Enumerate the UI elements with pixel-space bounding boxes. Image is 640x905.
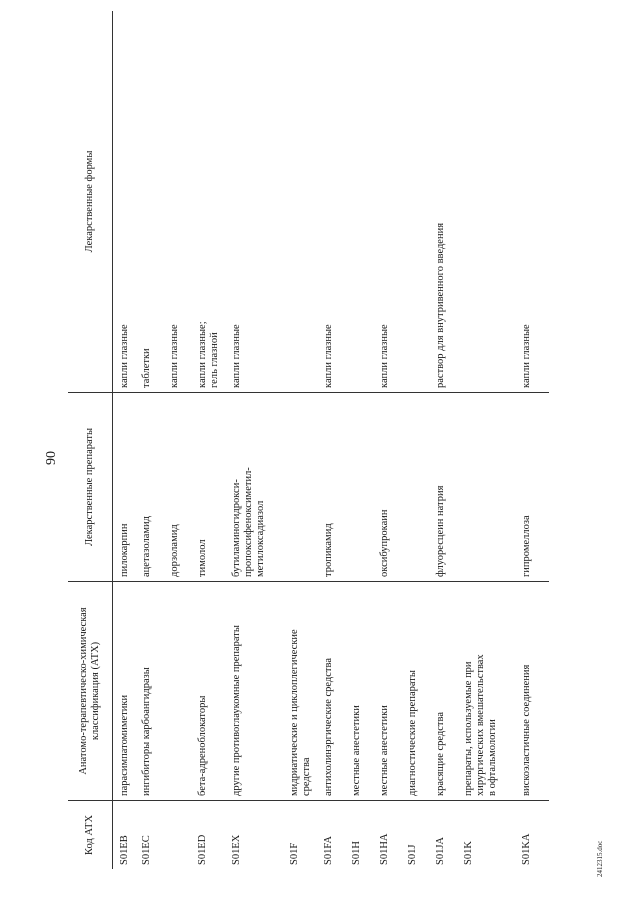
cell-form: капли глазные bbox=[231, 324, 242, 388]
cell-drug: ацетазоламид bbox=[141, 393, 169, 582]
cell-atc: диагностические препараты bbox=[407, 582, 435, 801]
cell-drug: дорзоламид bbox=[169, 393, 197, 582]
cell-atc: красящие средства bbox=[435, 582, 463, 801]
cell-atc: вискоэластичные соединения bbox=[521, 582, 549, 801]
table-row bbox=[435, 11, 463, 869]
cell-form: капли глазные bbox=[379, 324, 390, 388]
table-row bbox=[379, 11, 407, 869]
cell-code: S01FA bbox=[323, 801, 351, 870]
header-code: Код АТХ bbox=[68, 801, 113, 870]
cell-drug: тропикамид bbox=[323, 393, 351, 582]
table-row bbox=[197, 11, 231, 869]
cell-code: S01EX bbox=[231, 801, 289, 870]
header-forms: Лекарственные формы bbox=[68, 11, 113, 393]
header-drugs: Лекарственные препараты bbox=[68, 393, 113, 582]
header-atc: Анатомо-терапевтическо-химическая классификация (АТХ) bbox=[68, 582, 113, 801]
atc-table bbox=[68, 11, 549, 869]
cell-code: S01K bbox=[463, 801, 521, 870]
table-row bbox=[169, 11, 197, 869]
cell-drug: оксибупрокаин bbox=[379, 393, 407, 582]
cell-atc: ингибиторы карбоангидразы bbox=[141, 582, 169, 801]
cell-code: S01F bbox=[289, 801, 323, 870]
cell-form: таблетки bbox=[141, 348, 152, 388]
cell-code: S01J bbox=[407, 801, 435, 870]
table-header-row bbox=[68, 11, 113, 869]
cell-drug bbox=[289, 393, 323, 582]
cell-drug: тимолол bbox=[197, 393, 231, 582]
cell-form: капли глазные bbox=[169, 324, 180, 388]
table-row bbox=[231, 11, 289, 869]
cell-code bbox=[169, 801, 197, 870]
cell-atc: другие противоглаукомные препараты bbox=[231, 582, 289, 801]
cell-form bbox=[289, 11, 323, 393]
cell-drug bbox=[407, 393, 435, 582]
cell-form: капли глазные bbox=[323, 324, 334, 388]
cell-code: S01ED bbox=[197, 801, 231, 870]
cell-atc: мидриатические и циклоплегические средства bbox=[289, 582, 323, 801]
cell-atc: местные анестетики bbox=[351, 582, 379, 801]
cell-drug: пилокарпин bbox=[113, 393, 142, 582]
cell-drug bbox=[351, 393, 379, 582]
cell-form bbox=[407, 11, 435, 393]
cell-atc: бета-адреноблокаторы bbox=[197, 582, 231, 801]
cell-atc: препараты, используемые при хирургических вмешательствах в офтальмологии bbox=[463, 582, 521, 801]
footer-doc-ref: 2412315.doc bbox=[596, 840, 604, 877]
cell-atc bbox=[169, 582, 197, 801]
cell-drug: флуоресцеин натрия bbox=[435, 393, 463, 582]
cell-form: раствор для внутривенного введения bbox=[435, 222, 446, 388]
table-row bbox=[463, 11, 521, 869]
table-row bbox=[351, 11, 379, 869]
cell-drug bbox=[463, 393, 521, 582]
cell-form bbox=[351, 11, 379, 393]
table-row bbox=[407, 11, 435, 869]
table-row bbox=[521, 11, 549, 869]
cell-atc: антихолинэргические средства bbox=[323, 582, 351, 801]
table-row bbox=[323, 11, 351, 869]
cell-atc: парасимпатомиметики bbox=[113, 582, 142, 801]
cell-code: S01KA bbox=[521, 801, 549, 870]
cell-atc: местные анестетики bbox=[379, 582, 407, 801]
cell-code: S01EB bbox=[113, 801, 142, 870]
table-row bbox=[289, 11, 323, 869]
cell-code: S01HA bbox=[379, 801, 407, 870]
table-row bbox=[113, 11, 142, 869]
page-number: 90 bbox=[44, 451, 59, 465]
cell-drug: бутиламиногидрокси- пропоксифеноксиметил- метилоксадиазол bbox=[231, 393, 289, 582]
cell-code: S01JA bbox=[435, 801, 463, 870]
cell-form: капли глазные bbox=[521, 324, 532, 388]
table-row bbox=[141, 11, 169, 869]
cell-code: S01H bbox=[351, 801, 379, 870]
cell-code: S01EC bbox=[141, 801, 169, 870]
cell-form: капли глазные bbox=[119, 324, 130, 388]
cell-form bbox=[463, 11, 521, 393]
cell-drug: гипромеллоза bbox=[521, 393, 549, 582]
cell-form: капли глазные; гель глазной bbox=[197, 321, 220, 388]
